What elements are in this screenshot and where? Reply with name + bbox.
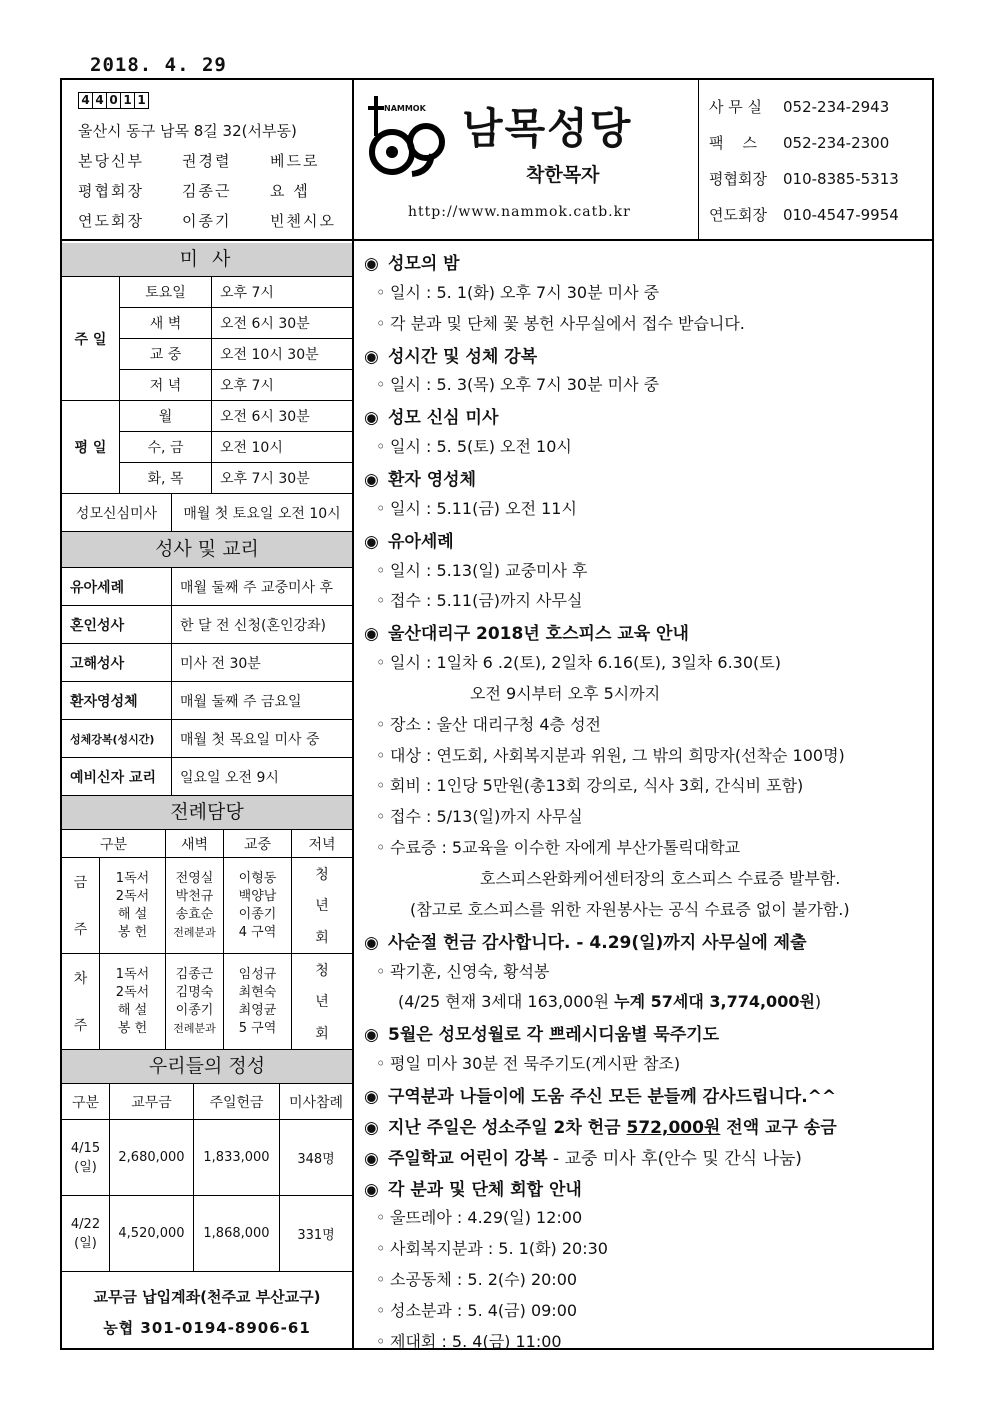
notice-continuation: 호스피스완화케어센터장의 호스피스 수료증 발부함. bbox=[480, 869, 841, 888]
offerings-attendance: 331명 bbox=[280, 1196, 352, 1272]
sacrament-name: 예비신자 교리 bbox=[62, 758, 172, 796]
offerings-date: 4/22 (일) bbox=[62, 1196, 110, 1272]
notice-heading: ◉ 울산대리구 2018년 호스피스 교육 안내 bbox=[364, 624, 689, 645]
sacrament-name: 환자영성체 bbox=[62, 682, 172, 720]
notice-heading: ◉ 지난 주일은 성소주일 2차 헌금 572,000원 전액 교구 송금 bbox=[364, 1117, 837, 1138]
notice-item: ◦ 대상 : 연도회, 사회복지분과 위원, 그 밖의 희망자(선착순 100명) bbox=[364, 743, 845, 766]
notice-item: ◦ 일시 : 5. 1(화) 오후 7시 30분 미사 중 bbox=[364, 280, 659, 303]
offerings-header: 교무금 bbox=[110, 1084, 194, 1120]
notice-item: ◦ 일시 : 5.11(금) 오전 11시 bbox=[364, 496, 577, 519]
address: 울산시 동구 남목 8길 32(서부동) bbox=[78, 122, 297, 140]
bullet-icon: ◉ bbox=[364, 531, 379, 552]
notice-heading: ◉ 환자 영성체 bbox=[364, 469, 477, 490]
zip-digit: 4 bbox=[92, 92, 107, 109]
notice-item: ◦ 접수 : 5/13(일)까지 사무실 bbox=[364, 804, 583, 827]
liturgy-main: 임성규 최현숙 최영균 5 구역 bbox=[224, 954, 292, 1050]
notice-continuation: (참고로 호스피스를 위한 자원봉사는 공식 수료증 없이 불가함.) bbox=[410, 899, 850, 919]
offerings-title: 우리들의 정성 bbox=[62, 1050, 352, 1084]
sub-bullet-icon: ◦ bbox=[376, 1239, 386, 1259]
mass-time: 오전 10시 bbox=[212, 432, 352, 463]
left-column bbox=[62, 241, 354, 1350]
liturgy-week: 금 주 bbox=[62, 858, 100, 954]
notice-item: ◦ 곽기훈, 신영숙, 황석봉 bbox=[364, 959, 549, 982]
liturgy-main: 이형동 백양남 이종기 4 구역 bbox=[224, 858, 292, 954]
notice-heading: ◉ 주일학교 어린이 강복 - 교중 미사 후(안수 및 간식 나눔) bbox=[364, 1148, 802, 1169]
sub-bullet-icon: ◦ bbox=[376, 776, 386, 796]
zip-digit: 1 bbox=[134, 92, 149, 109]
notice-item: ◦ 접수 : 5.11(금)까지 사무실 bbox=[364, 588, 582, 611]
sacraments-title: 성사 및 교리 bbox=[62, 532, 352, 568]
bullet-icon: ◉ bbox=[364, 1086, 379, 1107]
offerings-date: 4/15 (일) bbox=[62, 1120, 110, 1196]
sacrament-name: 혼인성사 bbox=[62, 606, 172, 644]
mass-day: 저 녁 bbox=[120, 370, 212, 401]
mass-title: 미 사 bbox=[62, 243, 352, 277]
offerings-dues: 2,680,000 bbox=[110, 1120, 194, 1196]
liturgy-dawn: 전영실 박천규 송효순 전례분과 bbox=[166, 858, 224, 954]
sacrament-name: 고해성사 bbox=[62, 644, 172, 682]
mass-day: 교 중 bbox=[120, 339, 212, 370]
logo-text: NAMMOK bbox=[384, 104, 426, 113]
notice-heading: ◉ 성모 신심 미사 bbox=[364, 408, 499, 429]
mass-day: 화, 목 bbox=[120, 463, 212, 494]
notice-item: ◦ 회비 : 1인당 5만원(총13회 강의로, 식사 3회, 간식비 포함) bbox=[364, 773, 803, 796]
mass-time: 오전 6시 30분 bbox=[212, 401, 352, 432]
notice-heading: ◉ 5월은 성모성월로 각 쁘레시디움별 묵주기도 bbox=[364, 1025, 720, 1046]
contact-fax: 팩 스 052-234-2300 bbox=[709, 134, 890, 152]
liturgy-header: 교중 bbox=[224, 830, 292, 858]
offerings-sunday: 1,833,000 bbox=[194, 1120, 280, 1196]
notice-item: ◦ 소공동체 : 5. 2(수) 20:00 bbox=[364, 1267, 577, 1290]
offerings-header: 구분 bbox=[62, 1084, 110, 1120]
bullet-icon: ◉ bbox=[364, 624, 379, 645]
baptismal-name: 빈첸시오 bbox=[270, 212, 336, 230]
liturgy-week: 차 주 bbox=[62, 954, 100, 1050]
notice-item: ◦ 울뜨레아 : 4.29(일) 12:00 bbox=[364, 1205, 582, 1228]
bullet-icon: ◉ bbox=[364, 408, 379, 429]
sacrament-desc: 미사 전 30분 bbox=[172, 644, 352, 682]
contact-list bbox=[698, 80, 932, 239]
offerings-header: 미사참례 bbox=[280, 1084, 352, 1120]
notice-item: ◦ 각 분과 및 단체 꽃 봉헌 사무실에서 접수 받습니다. bbox=[364, 311, 745, 334]
sacrament-desc: 매월 둘째 주 금요일 bbox=[172, 682, 352, 720]
notice-item: ◦ 사회복지분과 : 5. 1(화) 20:30 bbox=[364, 1236, 608, 1259]
sub-bullet-icon: ◦ bbox=[376, 838, 386, 858]
zip-digit: 4 bbox=[78, 92, 93, 109]
council-president-line bbox=[78, 180, 310, 201]
sub-bullet-icon: ◦ bbox=[376, 653, 386, 673]
name: 이종기 bbox=[182, 212, 232, 230]
mass-time: 오후 7시 bbox=[212, 277, 352, 308]
notice-item: ◦ 평일 미사 30분 전 묵주기도(게시판 참조) bbox=[364, 1051, 680, 1074]
notice-item: ◦ 일시 : 5. 3(목) 오후 7시 30분 미사 중 bbox=[364, 372, 659, 395]
sub-bullet-icon: ◦ bbox=[376, 560, 386, 580]
liturgy-header: 새벽 bbox=[166, 830, 224, 858]
liturgy-roles: 1독서 2독서 해 설 봉 헌 bbox=[100, 954, 166, 1050]
notice-heading: ◉ 유아세례 bbox=[364, 531, 454, 552]
sub-bullet-icon: ◦ bbox=[376, 1331, 386, 1351]
sub-bullet-icon: ◦ bbox=[376, 807, 386, 827]
notice-continuation: 오전 9시부터 오후 5시까지 bbox=[470, 683, 661, 703]
sub-bullet-icon: ◦ bbox=[376, 1270, 386, 1290]
sacrament-desc: 매월 첫 목요일 미사 중 bbox=[172, 720, 352, 758]
mass-day: 새 벽 bbox=[120, 308, 212, 339]
header-title-block bbox=[354, 80, 698, 239]
notice-item: ◦ 제대회 : 5. 4(금) 11:00 bbox=[364, 1329, 562, 1352]
sub-bullet-icon: ◦ bbox=[376, 313, 386, 333]
notice-total: (4/25 현재 3세대 163,000원 누계 57세대 3,774,000원) bbox=[398, 992, 822, 1012]
baptismal-name: 요 셉 bbox=[270, 182, 310, 200]
notices bbox=[354, 241, 932, 1350]
sub-bullet-icon: ◦ bbox=[376, 437, 386, 457]
offerings-header: 주일헌금 bbox=[194, 1084, 280, 1120]
contact-memorial: 연도회장 010-4547-9954 bbox=[709, 206, 899, 224]
notice-heading: ◉ 성모의 밤 bbox=[364, 254, 460, 274]
zip-digit: 0 bbox=[106, 92, 121, 109]
bullet-icon: ◉ bbox=[364, 1179, 379, 1200]
bulletin-date: 2018. 4. 29 bbox=[90, 54, 227, 76]
notice-item: ◦ 성소분과 : 5. 4(금) 09:00 bbox=[364, 1298, 577, 1321]
liturgy-dawn: 김종근 김명숙 이종기 전례분과 bbox=[166, 954, 224, 1050]
liturgy-header: 구분 bbox=[62, 830, 166, 858]
name: 권경렬 bbox=[182, 152, 232, 170]
notice-heading: ◉ 구역분과 나들이에 도움 주신 모든 분들께 감사드립니다.^^ bbox=[364, 1086, 837, 1107]
header bbox=[62, 80, 932, 241]
liturgy-roles: 1독서 2독서 해 설 봉 헌 bbox=[100, 858, 166, 954]
memorial-president-line bbox=[78, 210, 336, 231]
sub-bullet-icon: ◦ bbox=[376, 1300, 386, 1320]
bullet-icon: ◉ bbox=[364, 1148, 379, 1169]
bullet-icon: ◉ bbox=[364, 1117, 379, 1138]
bullet-icon: ◉ bbox=[364, 1025, 379, 1046]
offerings-sunday: 1,868,000 bbox=[194, 1196, 280, 1272]
liturgy-title: 전례담당 bbox=[62, 796, 352, 830]
weekday-label: 평 일 bbox=[62, 401, 120, 494]
liturgy-evening: 청 년 회 bbox=[292, 858, 352, 954]
notice-item: ◦ 수료증 : 5교육을 이수한 자에게 부산가톨릭대학교 bbox=[364, 835, 740, 858]
liturgy-header: 저녁 bbox=[292, 830, 352, 858]
sub-bullet-icon: ◦ bbox=[376, 282, 386, 302]
header-info bbox=[62, 80, 354, 239]
notice-item: ◦ 일시 : 5.13(일) 교중미사 후 bbox=[364, 558, 588, 581]
zip-digit: 1 bbox=[120, 92, 135, 109]
name: 김종근 bbox=[182, 182, 232, 200]
sacrament-desc: 한 달 전 신청(혼인강좌) bbox=[172, 606, 352, 644]
notice-item: ◦ 일시 : 5. 5(토) 오전 10시 bbox=[364, 434, 572, 457]
notice-heading: ◉ 각 분과 및 단체 회합 안내 bbox=[364, 1179, 582, 1200]
special-mass-label: 성모신심미사 bbox=[62, 494, 172, 532]
bullet-icon: ◉ bbox=[364, 346, 379, 367]
pastor-line bbox=[78, 150, 319, 171]
mass-day: 월 bbox=[120, 401, 212, 432]
sub-bullet-icon: ◦ bbox=[376, 1054, 386, 1074]
role: 평협회장 bbox=[78, 182, 144, 200]
notice-heading: ◉ 성시간 및 성체 강복 bbox=[364, 346, 538, 367]
bulletin-frame bbox=[60, 78, 934, 1350]
sacrament-name: 성체강복(성시간) bbox=[62, 720, 172, 758]
notice-heading: ◉ 사순절 헌금 감사합니다. - 4.29(일)까지 사무실에 제출 bbox=[364, 932, 807, 953]
role: 본당신부 bbox=[78, 152, 144, 170]
sub-bullet-icon: ◦ bbox=[376, 498, 386, 518]
account-title: 교무금 납입계좌(천주교 부산교구) bbox=[93, 1288, 321, 1306]
sunday-name: 착한목자 bbox=[526, 164, 600, 186]
notice-item: ◦ 장소 : 울산 대리구청 4층 성전 bbox=[364, 712, 601, 735]
church-name: 남목성당 bbox=[462, 104, 633, 153]
account-info bbox=[62, 1272, 352, 1348]
sub-bullet-icon: ◦ bbox=[376, 714, 386, 734]
website-link[interactable]: http://www.nammok.catb.kr bbox=[408, 204, 631, 220]
mass-time: 오후 7시 bbox=[212, 370, 352, 401]
bullet-icon: ◉ bbox=[364, 469, 379, 490]
mass-time: 오전 10시 30분 bbox=[212, 339, 352, 370]
mass-day: 수, 금 bbox=[120, 432, 212, 463]
special-mass-time: 매월 첫 토요일 오전 10시 bbox=[172, 494, 352, 532]
sacrament-desc: 매월 둘째 주 교중미사 후 bbox=[172, 568, 352, 606]
sub-bullet-icon: ◦ bbox=[376, 745, 386, 765]
account-number: 농협 301-0194-8906-61 bbox=[103, 1319, 311, 1337]
zip-code bbox=[78, 92, 148, 109]
baptismal-name: 베드로 bbox=[270, 152, 320, 170]
bullet-icon: ◉ bbox=[364, 932, 379, 953]
sub-bullet-icon: ◦ bbox=[376, 375, 386, 395]
sub-bullet-icon: ◦ bbox=[376, 961, 386, 981]
contact-office: 사 무 실 052-234-2943 bbox=[709, 98, 890, 116]
mass-day: 토요일 bbox=[120, 277, 212, 308]
role: 연도회장 bbox=[78, 212, 144, 230]
liturgy-evening: 청 년 회 bbox=[292, 954, 352, 1050]
bullet-icon: ◉ bbox=[364, 254, 379, 274]
mass-time: 오후 7시 30분 bbox=[212, 463, 352, 494]
mass-time: 오전 6시 30분 bbox=[212, 308, 352, 339]
offerings-dues: 4,520,000 bbox=[110, 1196, 194, 1272]
sacrament-desc: 일요일 오전 9시 bbox=[172, 758, 352, 796]
sub-bullet-icon: ◦ bbox=[376, 591, 386, 611]
sacrament-name: 유아세례 bbox=[62, 568, 172, 606]
sub-bullet-icon: ◦ bbox=[376, 1208, 386, 1228]
contact-council: 평협회장 010-8385-5313 bbox=[709, 170, 899, 188]
offerings-attendance: 348명 bbox=[280, 1120, 352, 1196]
notice-item: ◦ 일시 : 1일차 6 .2(토), 2일차 6.16(토), 3일차 6.30(토) bbox=[364, 650, 781, 673]
sunday-label: 주 일 bbox=[62, 277, 120, 401]
